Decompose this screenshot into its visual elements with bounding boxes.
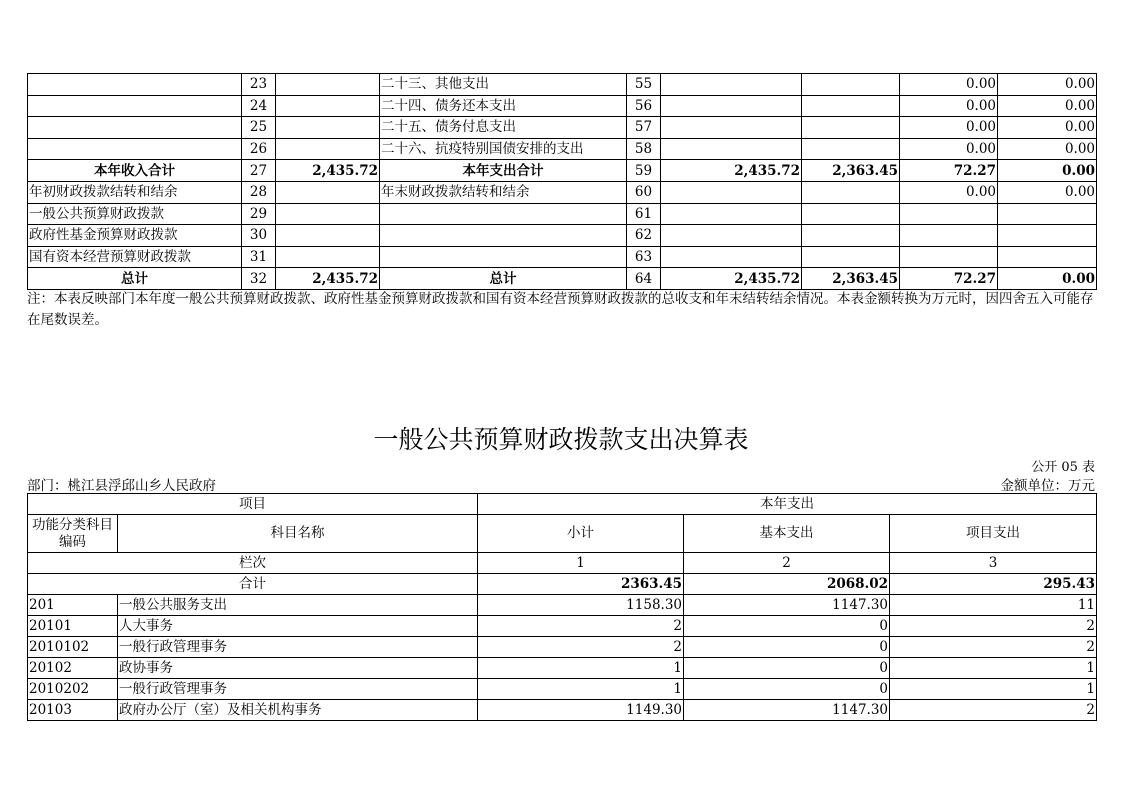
unit-label: 金额单位：万元 — [1000, 478, 1095, 494]
right-line-no: 57 — [627, 117, 661, 139]
header-subject-name: 科目名称 — [118, 515, 478, 553]
row-basic: 0 — [684, 637, 890, 658]
left-line-no: 23 — [242, 74, 276, 96]
total-project: 295.43 — [890, 574, 1097, 595]
right-project: 0.00 — [900, 95, 998, 117]
row-name: 一般公共服务支出 — [118, 595, 478, 616]
header-subtotal: 小计 — [478, 515, 684, 553]
expenditure-table — [27, 493, 1097, 721]
right-line-no: 60 — [627, 181, 661, 203]
left-name: 一般公共预算财政拨款 — [28, 203, 242, 225]
row-subtotal: 1 — [478, 679, 684, 700]
row-code: 20101 — [28, 616, 118, 637]
table-row — [28, 225, 1097, 247]
right-name: 本年支出合计 — [380, 160, 627, 182]
right-name: 二十五、债务付息支出 — [380, 117, 627, 139]
left-line-no: 30 — [242, 225, 276, 247]
row-subtotal: 2 — [478, 616, 684, 637]
right-basic: 2,363.45 — [802, 268, 900, 290]
left-value — [276, 74, 380, 96]
left-name — [28, 117, 242, 139]
row-name: 政府办公厅（室）及相关机构事务 — [118, 700, 478, 721]
right-name: 年末财政拨款结转和结余 — [380, 181, 627, 203]
table-note: 注：本表反映部门本年度一般公共预算财政拨款、政府性基金预算财政拨款和国有资本经营预算财政拨款的总收支和年末结转结余情况。本表金额转换为万元时，因四舍五入可能存在尾数误差。 — [27, 291, 1094, 328]
right-project — [900, 246, 998, 268]
row-basic: 1147.30 — [684, 700, 890, 721]
table-row — [28, 616, 1097, 637]
right-other: 0.00 — [998, 117, 1097, 139]
left-name — [28, 74, 242, 96]
right-name: 二十六、抗疫特别国债安排的支出 — [380, 138, 627, 160]
left-value — [276, 203, 380, 225]
row-project: 11 — [890, 595, 1097, 616]
total-subtotal: 2363.45 — [478, 574, 684, 595]
header-col2: 2 — [684, 553, 890, 574]
right-basic — [802, 203, 900, 225]
row-project: 1 — [890, 679, 1097, 700]
left-value — [276, 181, 380, 203]
right-total: 2,435.72 — [661, 268, 802, 290]
table-code: 公开 05 表 — [1031, 460, 1095, 475]
row-code: 20103 — [28, 700, 118, 721]
header-col1: 1 — [478, 553, 684, 574]
left-line-no: 29 — [242, 203, 276, 225]
left-name: 本年收入合计 — [28, 160, 242, 182]
right-total — [661, 117, 802, 139]
row-code: 201 — [28, 595, 118, 616]
right-basic — [802, 95, 900, 117]
table-row — [28, 117, 1097, 139]
right-other — [998, 246, 1097, 268]
right-project: 72.27 — [900, 268, 998, 290]
header-col-label: 栏次 — [28, 553, 478, 574]
right-basic — [802, 225, 900, 247]
left-name: 政府性基金预算财政拨款 — [28, 225, 242, 247]
right-project: 0.00 — [900, 117, 998, 139]
right-project: 0.00 — [900, 74, 998, 96]
row-basic: 0 — [684, 658, 890, 679]
right-total: 2,435.72 — [661, 160, 802, 182]
left-line-no: 24 — [242, 95, 276, 117]
row-name: 人大事务 — [118, 616, 478, 637]
row-code: 20102 — [28, 658, 118, 679]
left-value: 2,435.72 — [276, 268, 380, 290]
right-total — [661, 74, 802, 96]
right-line-no: 55 — [627, 74, 661, 96]
right-total — [661, 203, 802, 225]
right-name — [380, 246, 627, 268]
right-name: 二十三、其他支出 — [380, 74, 627, 96]
header-project: 项目 — [28, 494, 478, 515]
right-name — [380, 225, 627, 247]
row-basic: 0 — [684, 616, 890, 637]
left-name: 国有资本经营预算财政拨款 — [28, 246, 242, 268]
right-basic: 2,363.45 — [802, 160, 900, 182]
table-row — [28, 700, 1097, 721]
right-other — [998, 225, 1097, 247]
table-row — [28, 637, 1097, 658]
right-line-no: 63 — [627, 246, 661, 268]
row-subtotal: 1149.30 — [478, 700, 684, 721]
right-line-no: 62 — [627, 225, 661, 247]
right-basic — [802, 181, 900, 203]
left-name — [28, 95, 242, 117]
row-code: 2010102 — [28, 637, 118, 658]
right-other — [998, 203, 1097, 225]
right-other: 0.00 — [998, 181, 1097, 203]
left-line-no: 25 — [242, 117, 276, 139]
header-col3: 3 — [890, 553, 1097, 574]
row-project: 2 — [890, 637, 1097, 658]
right-total — [661, 95, 802, 117]
right-project — [900, 225, 998, 247]
left-value — [276, 225, 380, 247]
right-total — [661, 225, 802, 247]
department-label: 部门：桃江县浮邱山乡人民政府 — [27, 478, 216, 494]
left-value — [276, 138, 380, 160]
right-other: 0.00 — [998, 138, 1097, 160]
header-func-code: 功能分类科目编码 — [28, 515, 118, 553]
table-row — [28, 181, 1097, 203]
row-project: 1 — [890, 658, 1097, 679]
right-project: 72.27 — [900, 160, 998, 182]
left-name: 总计 — [28, 268, 242, 290]
right-other: 0.00 — [998, 95, 1097, 117]
right-basic — [802, 138, 900, 160]
left-value — [276, 117, 380, 139]
row-subtotal: 2 — [478, 637, 684, 658]
right-line-no: 64 — [627, 268, 661, 290]
right-name: 总计 — [380, 268, 627, 290]
total-basic: 2068.02 — [684, 574, 890, 595]
row-code: 2010202 — [28, 679, 118, 700]
fiscal-summary-table — [27, 73, 1097, 290]
right-line-no: 58 — [627, 138, 661, 160]
left-line-no: 28 — [242, 181, 276, 203]
left-line-no: 32 — [242, 268, 276, 290]
table-row — [28, 138, 1097, 160]
right-basic — [802, 117, 900, 139]
right-other: 0.00 — [998, 160, 1097, 182]
table-row — [28, 268, 1097, 290]
right-name: 二十四、债务还本支出 — [380, 95, 627, 117]
right-total — [661, 246, 802, 268]
row-project: 2 — [890, 616, 1097, 637]
left-value — [276, 95, 380, 117]
right-total — [661, 138, 802, 160]
row-name: 一般行政管理事务 — [118, 679, 478, 700]
row-basic: 0 — [684, 679, 890, 700]
left-line-no: 31 — [242, 246, 276, 268]
row-basic: 1147.30 — [684, 595, 890, 616]
row-name: 政协事务 — [118, 658, 478, 679]
table-row — [28, 595, 1097, 616]
table-row — [28, 95, 1097, 117]
row-subtotal: 1 — [478, 658, 684, 679]
row-project: 2 — [890, 700, 1097, 721]
table-row — [28, 658, 1097, 679]
right-basic — [802, 246, 900, 268]
row-subtotal: 1158.30 — [478, 595, 684, 616]
left-value — [276, 246, 380, 268]
total-label: 合计 — [28, 574, 478, 595]
table-row — [28, 74, 1097, 96]
left-name: 年初财政拨款结转和结余 — [28, 181, 242, 203]
right-project: 0.00 — [900, 181, 998, 203]
header-current-year: 本年支出 — [478, 494, 1097, 515]
right-project: 0.00 — [900, 138, 998, 160]
right-line-no: 61 — [627, 203, 661, 225]
left-name — [28, 138, 242, 160]
left-line-no: 26 — [242, 138, 276, 160]
right-line-no: 59 — [627, 160, 661, 182]
table-row — [28, 246, 1097, 268]
left-value: 2,435.72 — [276, 160, 380, 182]
left-line-no: 27 — [242, 160, 276, 182]
header-basic: 基本支出 — [684, 515, 890, 553]
page-title: 一般公共预算财政拨款支出决算表 — [373, 425, 749, 454]
right-project — [900, 203, 998, 225]
right-line-no: 56 — [627, 95, 661, 117]
right-name — [380, 203, 627, 225]
right-other: 0.00 — [998, 74, 1097, 96]
right-other: 0.00 — [998, 268, 1097, 290]
right-basic — [802, 74, 900, 96]
table-row — [28, 203, 1097, 225]
row-name: 一般行政管理事务 — [118, 637, 478, 658]
table-row — [28, 679, 1097, 700]
header-project-exp: 项目支出 — [890, 515, 1097, 553]
right-total — [661, 181, 802, 203]
table-row — [28, 160, 1097, 182]
